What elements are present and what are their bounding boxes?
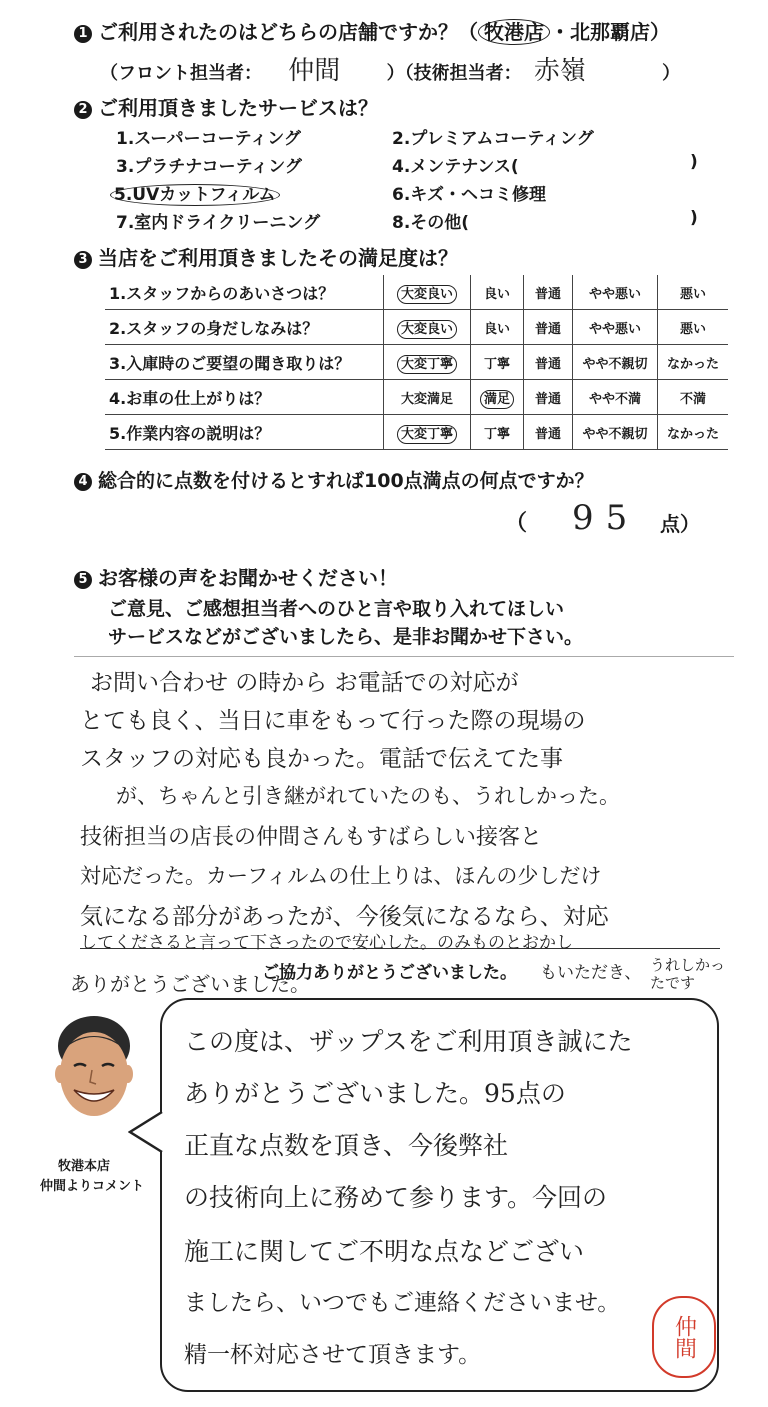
q1-number: 1 bbox=[74, 25, 92, 43]
selected-option: 満足 bbox=[480, 390, 514, 409]
staff-comment-bubble bbox=[160, 998, 719, 1392]
satisfaction-table bbox=[105, 275, 728, 450]
q4-question: 4 総合的に点数を付けるとすれば100点満点の何点ですか？ bbox=[74, 466, 594, 493]
q5-sub2: サービスなどがございましたら、是非お聞かせ下さい。 bbox=[108, 626, 584, 648]
voice-line: 対応だった。カーフィルムの仕上りは、ほんの少しだけ bbox=[80, 864, 602, 888]
voice-line: スタッフの対応も良かった。電話で伝えてた事 bbox=[80, 746, 563, 772]
service-8: 8.その他( bbox=[392, 213, 470, 233]
staff-from: 仲間よりコメント bbox=[40, 1179, 145, 1194]
selected-option: 大変良い bbox=[397, 320, 457, 339]
table-row: 1.スタッフからのあいさつは？ 大変良い 良い 普通 やや悪い 悪い bbox=[105, 275, 728, 310]
selected-option: 大変丁寧 bbox=[397, 425, 457, 444]
comment-line: 正直な点数を頂き、今後弊社 bbox=[184, 1131, 509, 1160]
service-4-close: ) bbox=[690, 152, 698, 172]
q1-question: 1 ご利用されたのはどちらの店舗ですか？（ 牧港店 ・北那覇店） bbox=[74, 16, 670, 45]
voice-line: 気になる部分があったが、今後気になるなら、対応 bbox=[80, 904, 609, 930]
tech-staff-name: 赤嶺 bbox=[533, 56, 586, 86]
store-selected: 牧港店 bbox=[478, 19, 550, 45]
voice-line: 技術担当の店長の仲間さんもすばらしい接客と bbox=[80, 825, 543, 850]
table-row: 5.作業内容の説明は？ 大変丁寧 丁寧 普通 やや不親切 なかった bbox=[105, 415, 728, 450]
bubble-tail bbox=[128, 1110, 164, 1154]
q5-question: 5 お客様の声をお聞かせください！ bbox=[74, 562, 398, 591]
service-5-selected: 5.UVカットフィルム bbox=[110, 180, 280, 205]
service-6: 6.キズ・ヘコミ修理 bbox=[392, 185, 546, 205]
voice-line: してくださると言って下さったので安心した。のみものとおかし bbox=[80, 933, 573, 953]
comment-line: の技術向上に務めて参ります。今回の bbox=[184, 1183, 608, 1212]
selected-option: 大変丁寧 bbox=[397, 355, 457, 374]
comment-line: ましたら、いつでもご連絡くださいませ。 bbox=[184, 1290, 621, 1316]
seal-text: 仲間 bbox=[671, 1315, 697, 1359]
q5-sub1: ご意見、ご感想担当者へのひと言や取り入れてほしい bbox=[108, 598, 565, 620]
voice-line: もいただき、 bbox=[540, 963, 642, 983]
score-open: （ bbox=[505, 511, 528, 536]
service-4: 4.メンテナンス( bbox=[392, 157, 519, 177]
store-other: 北那覇店 bbox=[570, 20, 650, 44]
table-row: 2.スタッフの身だしなみは？ 大変良い 良い 普通 やや悪い 悪い bbox=[105, 310, 728, 345]
staff-store: 牧港本店 bbox=[58, 1159, 111, 1174]
comment-line: この度は、ザップスをご利用頂き誠にた bbox=[184, 1027, 633, 1056]
seal-stamp bbox=[652, 1296, 716, 1378]
table-row: 4.お車の仕上がりは？ 大変満足 満足 普通 やや不満 不満 bbox=[105, 380, 728, 415]
voice-line: が、ちゃんと引き継がれていたのも、うれしかった。 bbox=[116, 784, 620, 808]
comment-line: ありがとうございました。95点の bbox=[184, 1079, 566, 1108]
service-2: 2.プレミアムコーティング bbox=[392, 129, 594, 149]
voice-line: うれしかったです bbox=[650, 956, 726, 992]
voice-line: とても良く、当日に車をもって行った際の現場の bbox=[80, 708, 586, 734]
service-1: 1.スーパーコーティング bbox=[116, 129, 301, 149]
q3-question: 3 当店をご利用頂きましたその満足度は？ bbox=[74, 242, 458, 271]
comment-line: 精一杯対応させて頂きます。 bbox=[184, 1342, 482, 1368]
divider bbox=[74, 656, 734, 657]
selected-option: 大変良い bbox=[397, 285, 457, 304]
service-8-close: ) bbox=[690, 208, 698, 228]
front-staff-name: 仲間 bbox=[288, 56, 341, 86]
table-row: 3.入庫時のご要望の聞き取りは？ 大変丁寧 丁寧 普通 やや不親切 なかった bbox=[105, 345, 728, 380]
service-3: 3.プラチナコーティング bbox=[116, 157, 302, 177]
staff-row: （フロント担当者： 仲間 ）（技術担当者： 赤嶺 ） bbox=[100, 56, 681, 86]
score-unit: 点） bbox=[660, 512, 700, 536]
voice-line: お問い合わせ の時から お電話での対応が bbox=[90, 670, 519, 696]
comment-line: 施工に関してご不明な点などござい bbox=[184, 1237, 585, 1266]
thanks-line: ご協力ありがとうございました。 bbox=[262, 963, 517, 983]
q2-question: 2 ご利用頂きましたサービスは？ bbox=[74, 92, 378, 121]
score-value: 95 bbox=[572, 498, 640, 538]
voice-line: ありがとうございました。 bbox=[70, 972, 310, 996]
service-7: 7.室内ドライクリーニング bbox=[116, 213, 321, 233]
